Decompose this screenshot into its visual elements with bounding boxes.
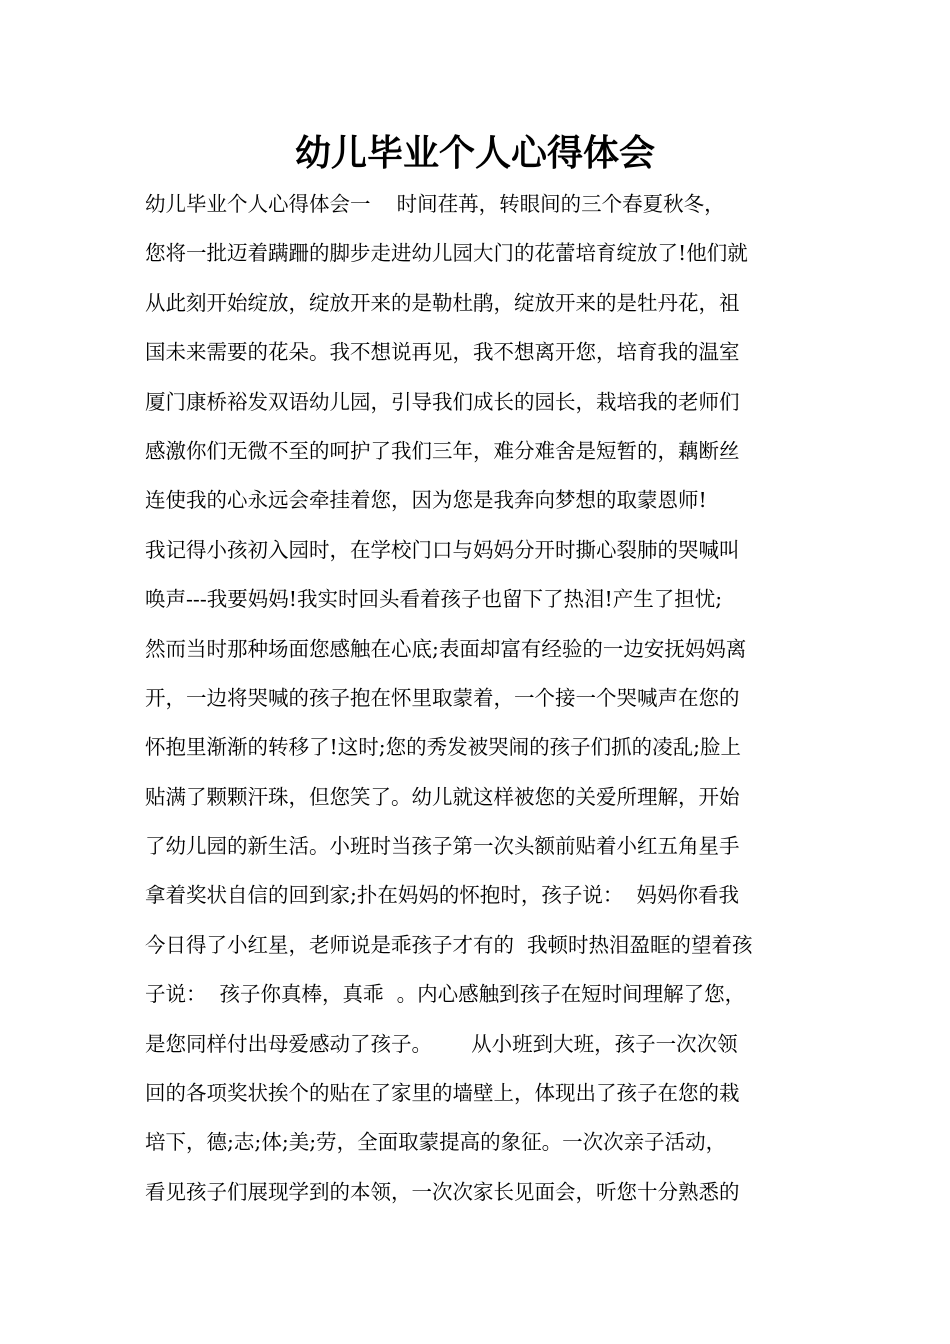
- text-line: 唤声---我要妈妈!我实时回头看着孩子也留下了热泪!产生了担忧;: [145, 587, 723, 612]
- text-line: 子说： 孩子你真棒，真乖 。内心感触到孩子在短时间理解了您，: [145, 982, 746, 1007]
- text-line: 厦门康桥裕发双语幼儿园，引导我们成长的园长，栽培我的老师们: [145, 389, 740, 414]
- text-line: 看见孩子们展现学到的本领，一次次家长见面会，听您十分熟悉的: [145, 1179, 740, 1204]
- text-line: 然而当时那种场面您感触在心底;表面却富有经验的一边安抚妈妈离: [145, 636, 747, 661]
- text-line: 是您同样付出母爱感动了孩子。 从小班到大班，孩子一次次领: [145, 1031, 738, 1056]
- text-line: 从此刻开始绽放，绽放开来的是勒杜鹃，绽放开来的是牡丹花，祖: [145, 290, 740, 315]
- text-line: 今日得了小红星，老师说是乖孩子才有的 我顿时热泪盈眶的望着孩: [145, 932, 753, 957]
- text-line: 我记得小孩初入园时，在学校门口与妈妈分开时撕心裂肺的哭喊叫: [145, 537, 740, 562]
- text-line: 国未来需要的花朵。我不想说再见，我不想离开您，培育我的温室: [145, 340, 740, 365]
- document-body: [145, 180, 815, 1217]
- text-line: 培下，德;志;体;美;劳，全面取蒙提高的象征。一次次亲子活动，: [145, 1130, 727, 1155]
- document-title: 幼儿毕业个人心得体会: [294, 133, 655, 174]
- text-line: 怀抱里渐渐的转移了!这时;您的秀发被哭闹的孩子们抓的凌乱;脸上: [145, 735, 742, 760]
- text-line: 开，一边将哭喊的孩子抱在怀里取蒙着，一个接一个哭喊声在您的: [145, 685, 740, 710]
- text-line: 您将一批迈着蹒跚的脚步走进幼儿园大门的花蕾培育绽放了!他们就: [145, 241, 748, 266]
- text-line: 回的各项奖状挨个的贴在了家里的墙壁上，体现出了孩子在您的栽: [145, 1081, 740, 1106]
- text-line: 了幼儿园的新生活。小班时当孩子第一次头额前贴着小红五角星手: [145, 834, 740, 859]
- text-line: 幼儿毕业个人心得体会一 时间荏苒，转眼间的三个春夏秋冬，: [145, 192, 725, 216]
- text-line: 拿着奖状自信的回到家;扑在妈妈的怀抱时，孩子说： 妈妈你看我: [145, 883, 739, 908]
- text-line: 感激你们无微不至的呵护了我们三年，难分难舍是短暂的，藕断丝: [145, 438, 740, 463]
- text-line: 连使我的心永远会牵挂着您，因为您是我奔向梦想的取蒙恩师!: [145, 488, 707, 513]
- text-line: 贴满了颗颗汗珠，但您笑了。幼儿就这样被您的关爱所理解，开始: [145, 784, 740, 809]
